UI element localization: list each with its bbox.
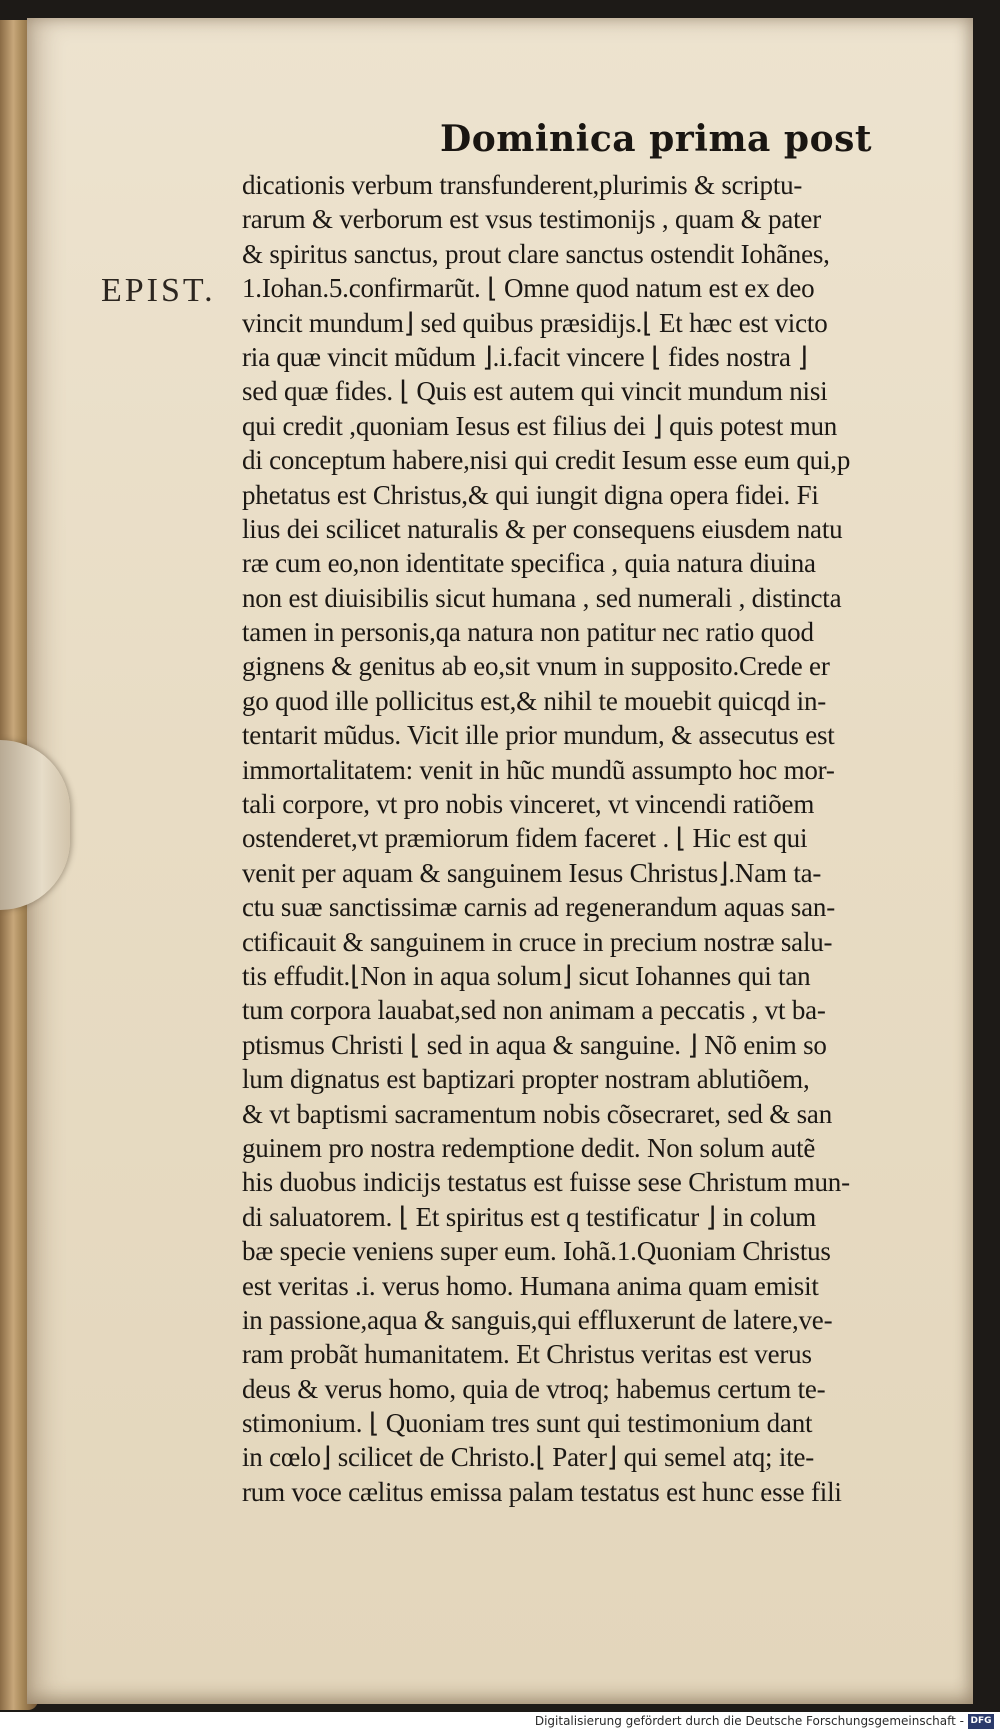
text-line: phetatus est Christus,& qui iungit digna opera fidei. Fi bbox=[242, 479, 819, 510]
funding-footer: Digitalisierung gefördert durch die Deutsche Forschungsgemeinschaft - bbox=[534, 1714, 964, 1728]
text-line: lum dignatus est baptizari propter nostram ablutiõem, bbox=[242, 1064, 810, 1095]
text-line: tali corpore, vt pro nobis vinceret, vt vincendi ratiõem bbox=[242, 789, 815, 820]
text-line: & vt baptismi sacramentum nobis cõsecraret, sed & san bbox=[242, 1098, 832, 1129]
text-line: venit per aquam & sanguinem Iesus Christus⌋.Nam ta- bbox=[242, 857, 822, 888]
text-line: tamen in personis,qa natura non patitur nec ratio quod bbox=[242, 617, 814, 648]
text-line: ram probãt humanitatem. Et Christus veritas est verus bbox=[242, 1339, 812, 1370]
text-line: go quod ille pollicitus est,& nihil te mouebit quicqd in- bbox=[242, 685, 827, 716]
text-line: non est diuisibilis sicut humana , sed numerali , distincta bbox=[242, 582, 842, 613]
text-line: rum voce cælitus emissa palam testatus est hunc esse fili bbox=[242, 1476, 842, 1507]
text-line: tis effudit.⌊Non in aqua solum⌋ sicut Iohannes qui tan bbox=[242, 960, 811, 991]
text-line: sed quæ fides. ⌊ Quis est autem qui vincit mundum nisi bbox=[242, 376, 828, 407]
text-line: immortalitatem: venit in hũc mundũ assumpto hoc mor- bbox=[242, 754, 835, 785]
text-line: tum corpora lauabat,sed non animam a peccatis , vt ba- bbox=[242, 995, 826, 1026]
text-line: guinem pro nostra redemptione dedit. Non solum autẽ bbox=[242, 1132, 816, 1163]
text-line: gignens & genitus ab eo,sit vnum in supposito.Crede er bbox=[242, 651, 830, 682]
text-line: di conceptum habere,nisi qui credit Iesum esse eum qui,p bbox=[242, 445, 851, 476]
text-line: bæ specie veniens super eum. Iohã.1.Quoniam Christus bbox=[242, 1236, 831, 1267]
text-line: ostenderet,vt præmiorum fidem faceret . ⌊ Hic est qui bbox=[242, 823, 808, 854]
text-line: in passione,aqua & sanguis,qui effluxerunt de latere,ve- bbox=[242, 1304, 833, 1335]
text-line: & spiritus sanctus, prout clare sanctus ostendit Iohãnes, bbox=[242, 238, 830, 269]
margin-note: EPIST. bbox=[101, 272, 216, 309]
text-line: ctificauit & sanguinem in cruce in precium nostræ salu- bbox=[242, 926, 833, 957]
text-line: ria quæ vincit mũdum ⌋.i.facit vincere ⌊ fides nostra ⌋ bbox=[242, 341, 808, 372]
text-line: tentarit mũdus. Vicit ille prior mundum, & assecutus est bbox=[242, 720, 835, 751]
text-line: est veritas .i. verus homo. Humana anima quam emisit bbox=[242, 1270, 819, 1301]
text-line: ctu suæ sanctissimæ carnis ad regenerandum aquas san- bbox=[242, 892, 835, 923]
text-line: 1.Iohan.5.confirmarũt. ⌊ Omne quod natum est ex deo bbox=[242, 273, 815, 304]
text-line: deus & verus homo, quia de vtroq; habemus certum te- bbox=[242, 1373, 826, 1404]
text-line: stimonium. ⌊ Quoniam tres sunt qui testimonium dant bbox=[242, 1408, 813, 1439]
text-line: ptismus Christi ⌊ sed in aqua & sanguine. ⌋ Nõ enim so bbox=[242, 1029, 827, 1060]
text-line: rarum & verborum est vsus testimonijs , quam & pater bbox=[242, 204, 821, 235]
text-line: vincit mundum⌋ sed quibus præsidijs.⌊ Et hæc est victo bbox=[242, 307, 828, 338]
body-text bbox=[242, 168, 970, 1509]
running-header: Dominica prima post bbox=[440, 118, 872, 160]
text-line: dicationis verbum transfunderent,plurimis & scriptu- bbox=[242, 170, 803, 200]
text-line: ræ cum eo,non identitate specifica , quia natura diuina bbox=[242, 548, 816, 579]
text-line: his duobus indicijs testatus est fuisse sese Christum mun- bbox=[242, 1167, 850, 1198]
text-line: in cœlo⌋ scilicet de Christo.⌊ Pater⌋ qui semel atq; ite- bbox=[242, 1442, 815, 1473]
text-line: lius dei scilicet naturalis & per consequens eiusdem natu bbox=[242, 513, 843, 544]
dfg-logo: DFG bbox=[968, 1714, 994, 1729]
text-line: qui credit ,quoniam Iesus est filius dei ⌋ quis potest mun bbox=[242, 410, 838, 441]
text-line: di saluatorem. ⌊ Et spiritus est q testificatur ⌋ in colum bbox=[242, 1201, 817, 1232]
